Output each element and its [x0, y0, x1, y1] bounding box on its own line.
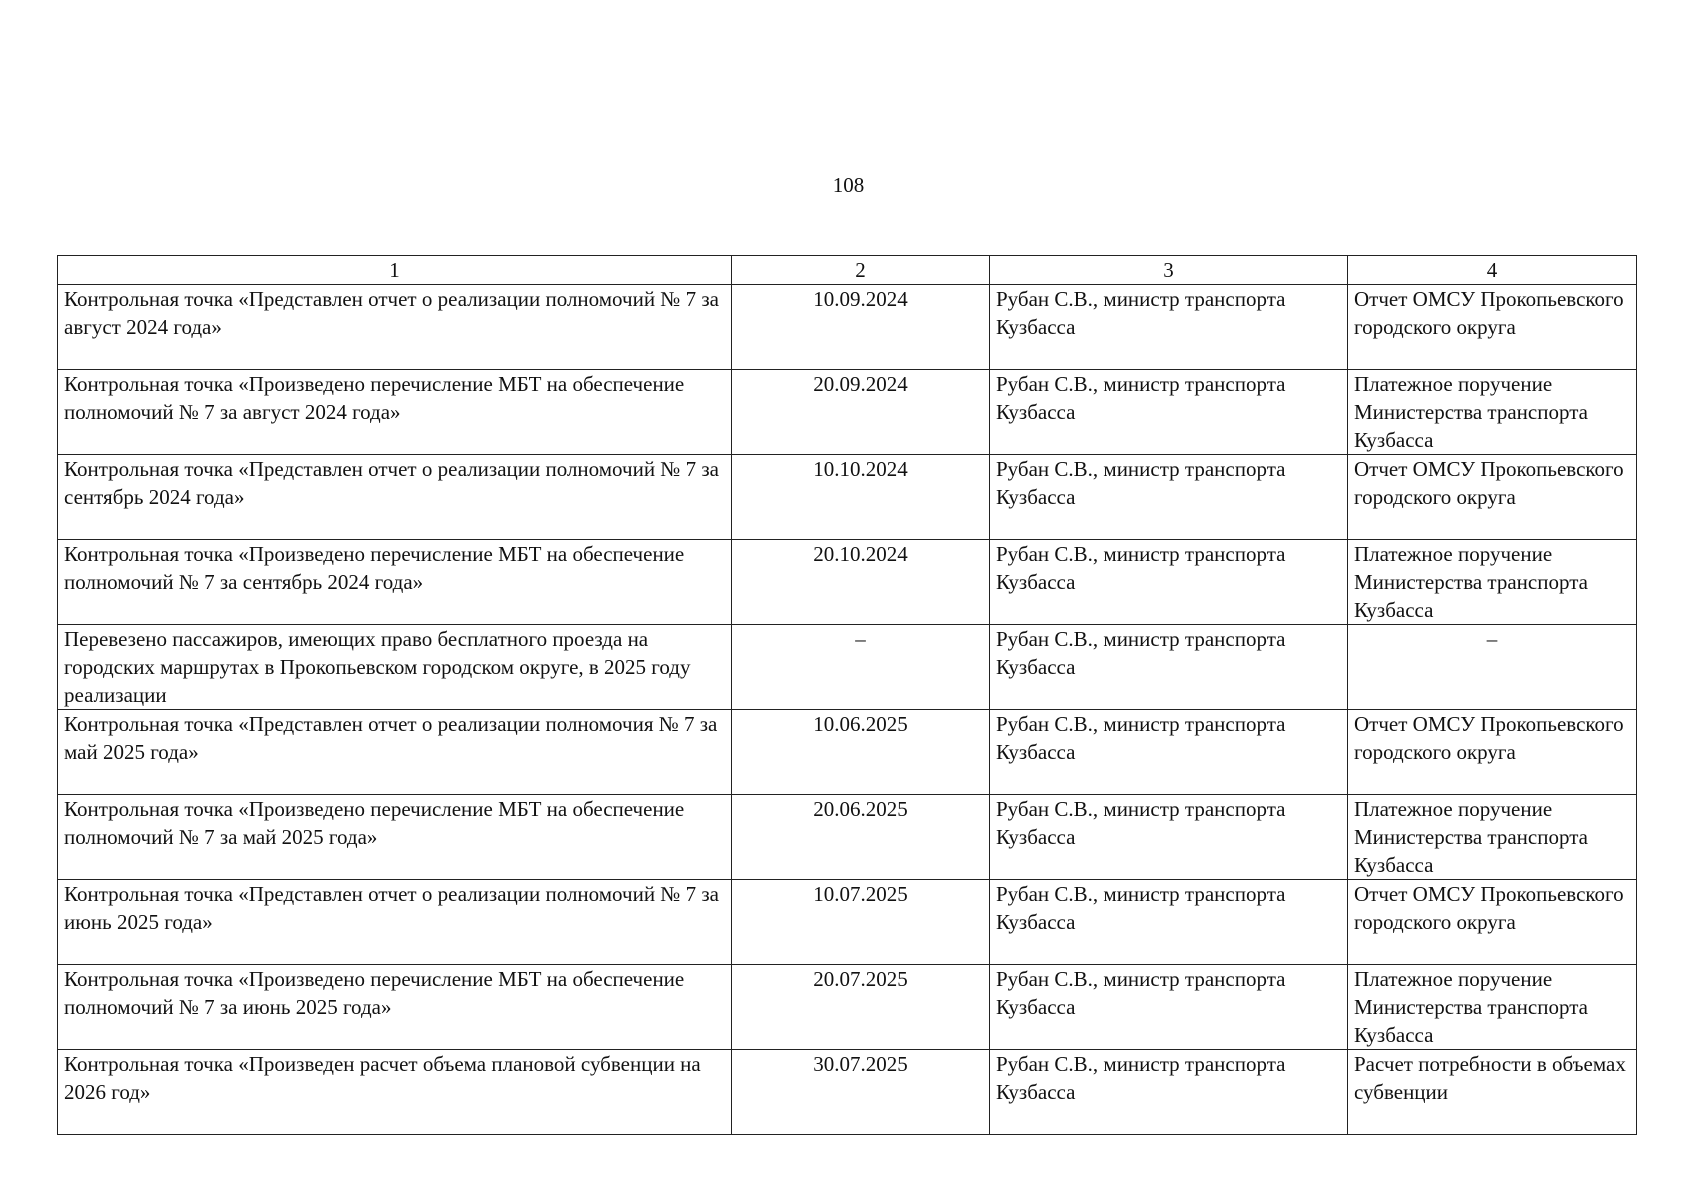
row-date: 20.06.2025 [732, 795, 990, 880]
row-responsible: Рубан С.В., министр транспорта Кузбасса [990, 625, 1348, 710]
page-number: 108 [832, 173, 865, 197]
row-responsible: Рубан С.В., министр транспорта Кузбасса [990, 285, 1348, 370]
row-date: 20.09.2024 [732, 370, 990, 455]
column-header-2: 2 [732, 256, 990, 285]
table-row [58, 965, 1637, 1050]
row-document: – [1348, 625, 1637, 710]
table-row [58, 285, 1637, 370]
row-date: 10.10.2024 [732, 455, 990, 540]
row-responsible: Рубан С.В., министр транспорта Кузбасса [990, 540, 1348, 625]
table-row [58, 455, 1637, 540]
row-responsible: Рубан С.В., министр транспорта Кузбасса [990, 370, 1348, 455]
row-description: Контрольная точка «Представлен отчет о реализации полномочий № 7 за июнь 2025 года» [58, 880, 732, 965]
row-document: Платежное поручение Министерства транспорта Кузбасса [1348, 795, 1637, 880]
row-description: Контрольная точка «Произведено перечисление МБТ на обеспечение полномочий № 7 за сентябрь 2024 года» [58, 540, 732, 625]
row-date: 10.06.2025 [732, 710, 990, 795]
row-description: Контрольная точка «Произведено перечисление МБТ на обеспечение полномочий № 7 за июнь 2025 года» [58, 965, 732, 1050]
row-responsible: Рубан С.В., министр транспорта Кузбасса [990, 795, 1348, 880]
row-document: Отчет ОМСУ Прокопьевского городского округа [1348, 880, 1637, 965]
table-row [58, 710, 1637, 795]
row-document: Отчет ОМСУ Прокопьевского городского округа [1348, 285, 1637, 370]
table-header-row [58, 256, 1637, 285]
row-responsible: Рубан С.В., министр транспорта Кузбасса [990, 710, 1348, 795]
row-document: Платежное поручение Министерства транспорта Кузбасса [1348, 540, 1637, 625]
row-description: Контрольная точка «Представлен отчет о реализации полномочий № 7 за август 2024 года» [58, 285, 732, 370]
row-document: Платежное поручение Министерства транспорта Кузбасса [1348, 370, 1637, 455]
row-date: 10.09.2024 [732, 285, 990, 370]
control-points-table [57, 255, 1637, 1135]
row-responsible: Рубан С.В., министр транспорта Кузбасса [990, 965, 1348, 1050]
row-date: 30.07.2025 [732, 1050, 990, 1135]
row-description: Контрольная точка «Представлен отчет о реализации полномочия № 7 за май 2025 года» [58, 710, 732, 795]
row-document: Отчет ОМСУ Прокопьевского городского округа [1348, 710, 1637, 795]
row-responsible: Рубан С.В., министр транспорта Кузбасса [990, 1050, 1348, 1135]
row-description: Контрольная точка «Произведено перечисление МБТ на обеспечение полномочий № 7 за май 2025 года» [58, 795, 732, 880]
row-document: Расчет потребности в объемах субвенции [1348, 1050, 1637, 1135]
table-row [58, 1050, 1637, 1135]
table-row [58, 795, 1637, 880]
table-row [58, 540, 1637, 625]
table-row [58, 625, 1637, 710]
row-document: Отчет ОМСУ Прокопьевского городского округа [1348, 455, 1637, 540]
row-responsible: Рубан С.В., министр транспорта Кузбасса [990, 455, 1348, 540]
row-responsible: Рубан С.В., министр транспорта Кузбасса [990, 880, 1348, 965]
row-date: 10.07.2025 [732, 880, 990, 965]
column-header-3: 3 [990, 256, 1348, 285]
table-row [58, 880, 1637, 965]
row-description: Перевезено пассажиров, имеющих право бесплатного проезда на городских маршрутах в Прокопьевском городском округе, в 2025 году реализации [58, 625, 732, 710]
column-header-4: 4 [1348, 256, 1637, 285]
row-date: 20.10.2024 [732, 540, 990, 625]
table-row [58, 370, 1637, 455]
row-date: 20.07.2025 [732, 965, 990, 1050]
column-header-1: 1 [58, 256, 732, 285]
row-description: Контрольная точка «Произведено перечисление МБТ на обеспечение полномочий № 7 за август 2024 года» [58, 370, 732, 455]
row-document: Платежное поручение Министерства транспорта Кузбасса [1348, 965, 1637, 1050]
row-date: – [732, 625, 990, 710]
row-description: Контрольная точка «Представлен отчет о реализации полномочий № 7 за сентябрь 2024 года» [58, 455, 732, 540]
row-description: Контрольная точка «Произведен расчет объема плановой субвенции на 2026 год» [58, 1050, 732, 1135]
